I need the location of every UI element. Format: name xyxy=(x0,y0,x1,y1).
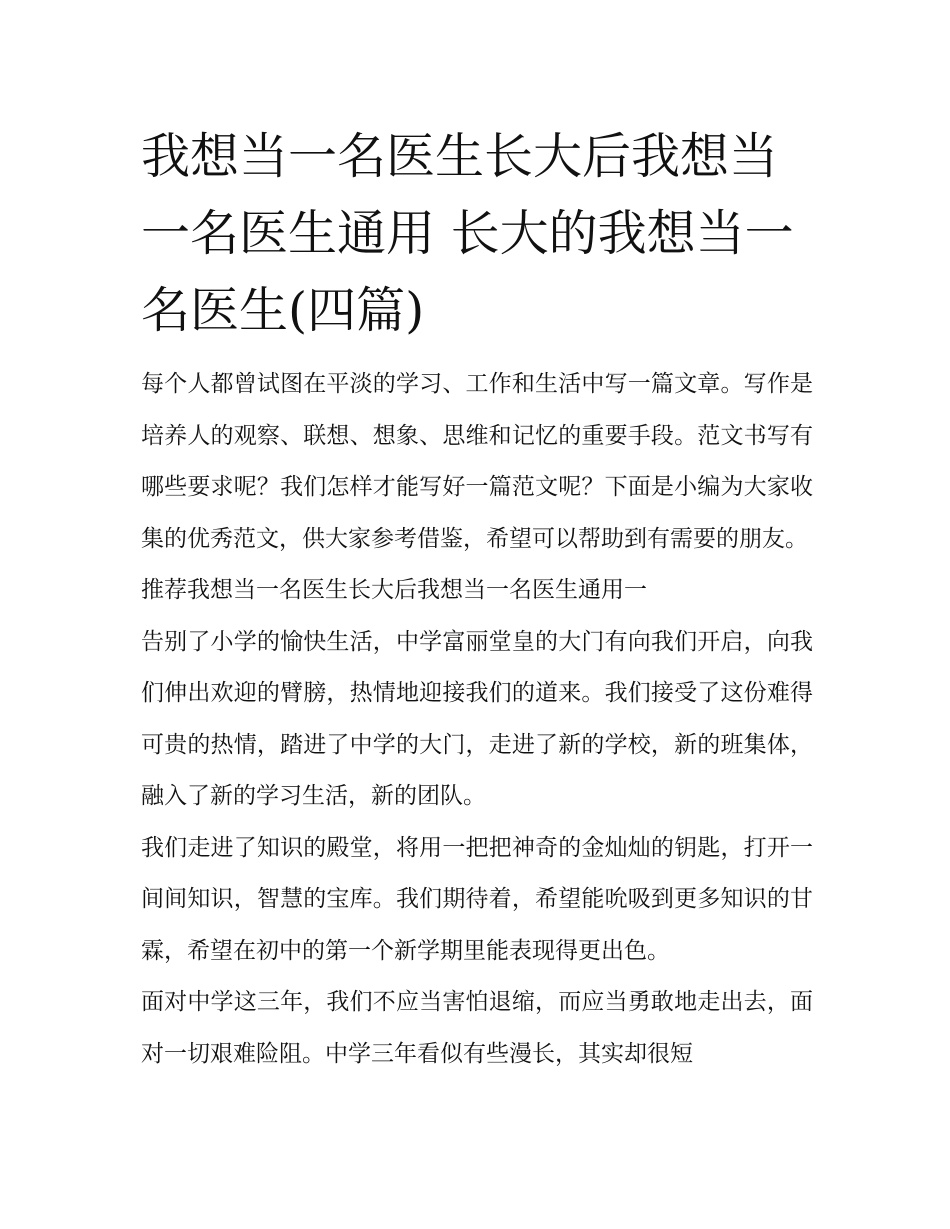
paragraph-intro: 每个人都曾试图在平淡的学习、工作和生活中写一篇文章。写作是培养人的观察、联想、想象、思维和记忆的重要手段。范文书写有哪些要求呢？我们怎样才能写好一篇范文呢？下面是小编为大家收集的优秀范文，供大家参考借鉴，希望可以帮助到有需要的朋友。 xyxy=(141,371,813,552)
paragraph-knowledge: 我们走进了知识的殿堂，将用一把把神奇的金灿灿的钥匙，打开一间间知识，智慧的宝库。我们期待着，希望能吮吸到更多知识的甘霖，希望在初中的第一个新学期里能表现得更出色。 xyxy=(141,834,813,964)
paragraph-farewell: 告别了小学的愉快生活，中学富丽堂皇的大门有向我们开启，向我们伸出欢迎的臂膀，热情地迎接我们的道来。我们接受了这份难得可贵的热情，踏进了中学的大门，走进了新的学校，新的班集体，融入了新的学习生活，新的团队。 xyxy=(141,628,813,809)
document-page xyxy=(141,118,813,1080)
paragraph-three-years: 面对中学这三年，我们不应当害怕退缩，而应当勇敢地走出去，面对一切艰难险阻。中学三年看似有些漫长，其实却很短 xyxy=(141,989,813,1067)
document-title: 我想当一名医生长大后我想当一名医生通用 长大的我想当一名医生(四篇) xyxy=(141,128,794,339)
document-body xyxy=(141,359,813,1080)
paragraph-subheading: 推荐我想当一名医生长大后我想当一名医生通用一 xyxy=(141,577,647,603)
